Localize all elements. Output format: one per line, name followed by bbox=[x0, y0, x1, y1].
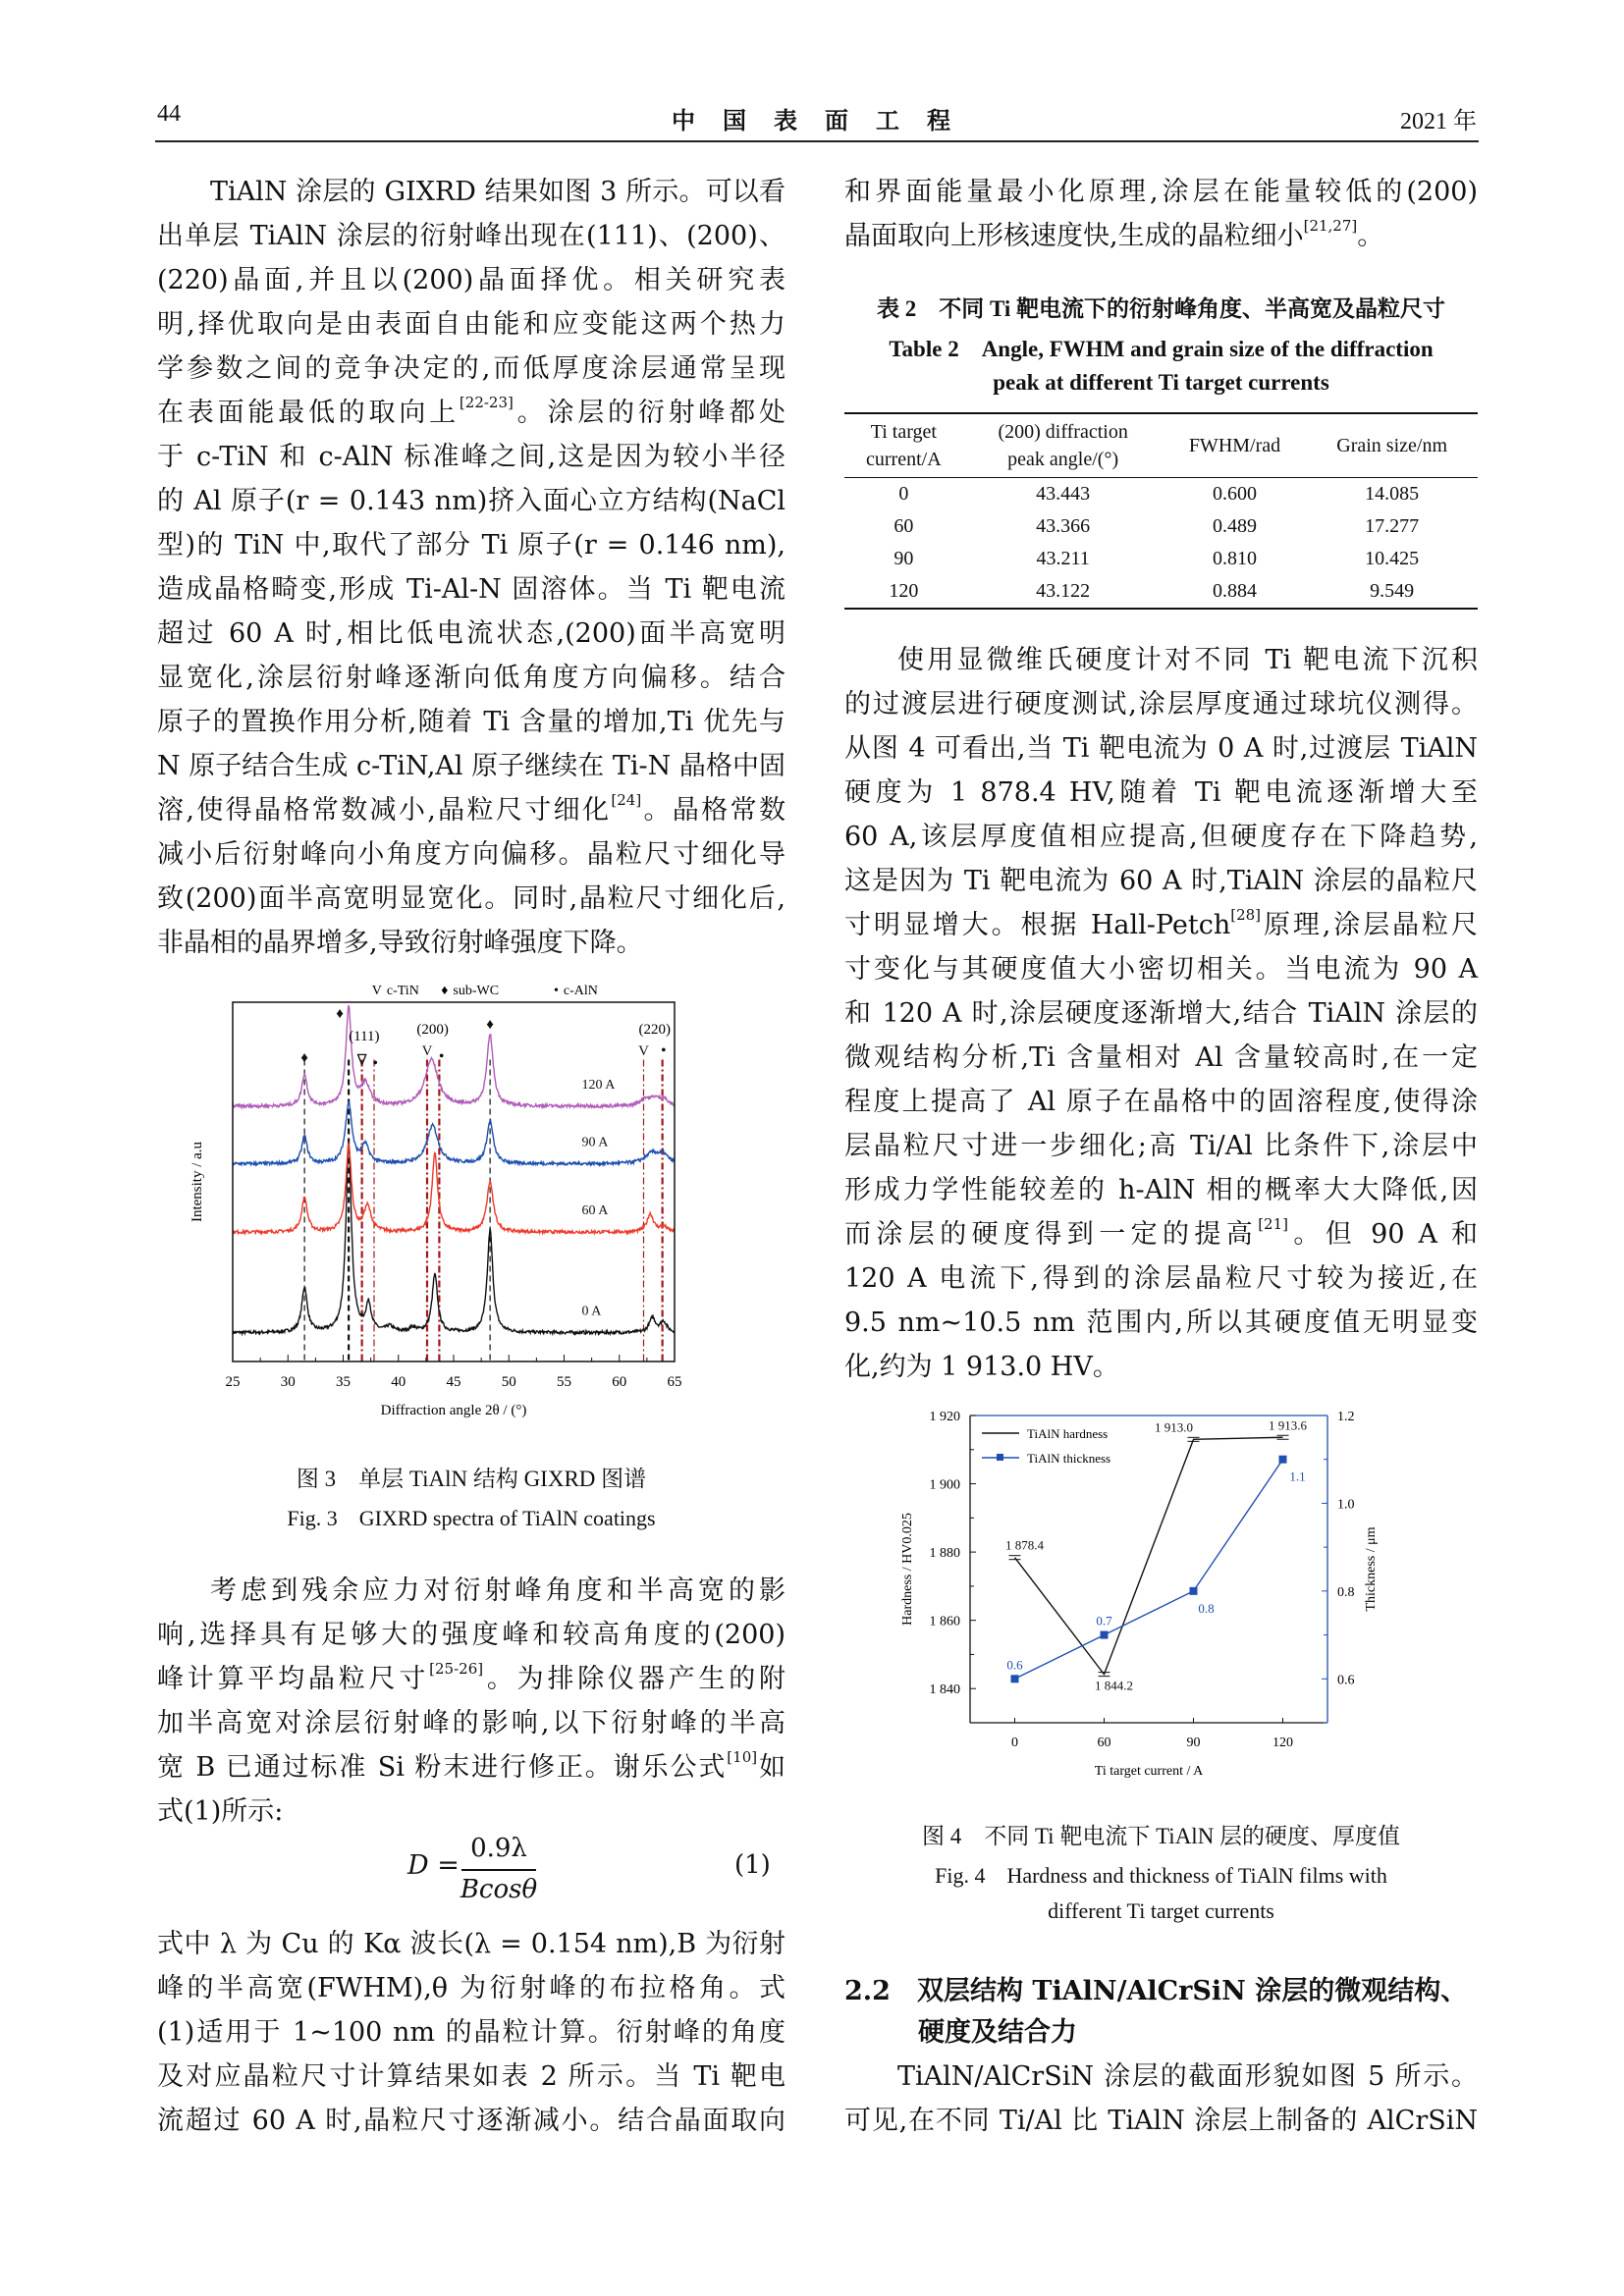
peak-marker-dot-icon: • bbox=[660, 1042, 667, 1060]
text-line bbox=[844, 1345, 1478, 1389]
series-label: 60 A bbox=[581, 1202, 609, 1218]
x-tick-label: 65 bbox=[667, 1374, 682, 1390]
formula-denominator: Bcosθ bbox=[460, 1875, 538, 1904]
text-segment: 的过渡层进行硬度测试,涂层厚度通过球坑仪测得。 bbox=[844, 689, 1478, 720]
table-cell: 14.085 bbox=[1365, 483, 1420, 505]
text-segment: 致(200)面半高宽明显宽化。同时,晶粒尺寸细化后, bbox=[157, 883, 785, 914]
table-header-cell bbox=[1306, 413, 1478, 478]
text-line bbox=[844, 2055, 1478, 2099]
y-axis-label: Intensity / a.u bbox=[189, 1141, 205, 1223]
plane-label: (220) bbox=[638, 1022, 671, 1039]
data-point-marker bbox=[1011, 1675, 1019, 1682]
table-row bbox=[844, 478, 1478, 511]
table-cell: 0 bbox=[898, 483, 909, 505]
table-cell: 43.443 bbox=[1036, 483, 1091, 505]
text-segment: 。为排除仪器产生的附 bbox=[483, 1664, 786, 1694]
table-header-cell bbox=[963, 413, 1164, 478]
text-line bbox=[844, 815, 1478, 859]
text-line bbox=[844, 214, 1478, 258]
x-tick-label: 60 bbox=[1097, 1735, 1111, 1750]
peak-marker-v-icon: V bbox=[421, 1043, 433, 1060]
year: 2021 年 bbox=[1400, 109, 1477, 134]
text-segment: 考虑到残余应力对衍射峰角度和半高宽的影 bbox=[210, 1575, 785, 1606]
series-line-0a bbox=[233, 1143, 675, 1334]
series-line-90a bbox=[233, 1101, 675, 1165]
text-line bbox=[844, 2099, 1478, 2143]
text-segment: 从图 4 可看出,当 Ti 靶电流为 0 A 时,过渡层 TiAlN bbox=[844, 733, 1478, 764]
text-segment: 形成力学性能较差的 h-AlN 相的概率大大降低,因 bbox=[844, 1175, 1478, 1205]
text-line bbox=[844, 638, 1478, 682]
text-segment: 寸明显增大。根据 Hall-Petch bbox=[844, 910, 1231, 940]
text-line bbox=[157, 1701, 785, 1745]
table-cell: 17.277 bbox=[1365, 515, 1420, 537]
peak-marker-diamond-icon: ♦ bbox=[486, 1016, 494, 1033]
formula-lhs: D = bbox=[407, 1850, 460, 1881]
table-cell: 90 bbox=[893, 548, 914, 569]
right-axis-label: Thickness / μm bbox=[1364, 1526, 1379, 1612]
table-cell: 0.600 bbox=[1212, 483, 1257, 505]
text-line bbox=[844, 771, 1478, 815]
text-segment: 峰的半高宽(FWHM),θ 为衍射峰的布拉格角。式 bbox=[157, 1973, 785, 2003]
legend-label: c-TiN bbox=[386, 984, 419, 998]
data-label: 1 913.6 bbox=[1269, 1417, 1307, 1433]
text-segment: 峰计算平均晶粒尺寸 bbox=[157, 1664, 430, 1694]
x-tick-label: 30 bbox=[280, 1374, 296, 1390]
series-label: 120 A bbox=[581, 1077, 616, 1093]
left-tick-label: 1 920 bbox=[929, 1410, 960, 1424]
table-title-en-1: Table 2 Angle, FWHM and grain size of the diffraction bbox=[889, 337, 1434, 361]
header-text: FWHM/rad bbox=[1188, 435, 1281, 456]
text-segment: 。 bbox=[1357, 221, 1384, 251]
text-line bbox=[157, 1922, 785, 1966]
table-header-cell bbox=[844, 413, 963, 478]
header-text: current/A bbox=[866, 449, 942, 470]
text-segment: 60 A,该层厚度值相应提高,但硬度存在下降趋势, bbox=[844, 822, 1478, 852]
text-segment: 而涂层的硬度得到一定的提高 bbox=[844, 1219, 1259, 1250]
text-line bbox=[157, 832, 785, 877]
x-tick-label: 40 bbox=[391, 1374, 406, 1390]
table-cell: 43.211 bbox=[1036, 548, 1090, 569]
table-header-cell bbox=[1164, 413, 1307, 478]
text-line bbox=[157, 2010, 785, 2055]
text-line bbox=[844, 170, 1478, 214]
text-segment: 式(1)所示: bbox=[157, 1796, 284, 1827]
peak-marker-v-icon: ∇ bbox=[356, 1052, 367, 1069]
text-segment: 这是因为 Ti 靶电流为 60 A 时,TiAlN 涂层的晶粒尺 bbox=[844, 866, 1478, 896]
left-tick-label: 1 840 bbox=[929, 1682, 960, 1698]
table-title-en-2: peak at different Ti target currents bbox=[993, 370, 1329, 395]
text-segment: 使用显微维氏硬度计对不同 Ti 靶电流下沉积 bbox=[897, 645, 1478, 675]
text-line bbox=[157, 435, 785, 479]
text-line bbox=[157, 567, 785, 612]
text-segment: 原理,涂层晶粒尺 bbox=[1261, 910, 1478, 940]
plot-frame bbox=[233, 1002, 675, 1362]
text-line bbox=[157, 170, 785, 214]
text-segment: (1)适用于 1~100 nm 的晶粒计算。衍射峰的角度 bbox=[157, 2017, 785, 2048]
text-segment: TiAlN 涂层的 GIXRD 结果如图 3 所示。可以看 bbox=[210, 177, 785, 207]
xrd-chart bbox=[177, 972, 766, 1433]
header-rule bbox=[155, 140, 1479, 142]
text-line bbox=[844, 726, 1478, 771]
x-axis-label: Ti target current / A bbox=[1094, 1764, 1204, 1779]
text-segment: N 原子结合生成 c-TiN,Al 原子继续在 Ti-N 晶格中固 bbox=[157, 751, 785, 781]
table-title-zh: 表 2 不同 Ti 靶电流下的衍射峰角度、半高宽及晶粒尺寸 bbox=[876, 296, 1446, 321]
text-segment: 和 120 A 时,涂层硬度逐渐增大,结合 TiAlN 涂层的 bbox=[844, 998, 1478, 1029]
plane-label: (200) bbox=[416, 1022, 449, 1039]
legend-symbol-icon: ♦ bbox=[441, 984, 449, 998]
right-tick-label: 0.6 bbox=[1337, 1673, 1355, 1688]
legend-label: sub-WC bbox=[453, 984, 500, 998]
x-tick-label: 35 bbox=[336, 1374, 351, 1390]
text-line bbox=[157, 921, 785, 965]
text-line bbox=[844, 903, 1478, 947]
right-paragraph-3 bbox=[844, 2055, 1478, 2143]
header-text: Grain size/nm bbox=[1336, 435, 1448, 456]
x-tick-label: 90 bbox=[1186, 1735, 1201, 1750]
equation-number: (1) bbox=[734, 1850, 771, 1880]
text-segment: 造成晶格畸变,形成 Ti-Al-N 固溶体。当 Ti 靶电流 bbox=[157, 574, 785, 605]
text-segment: 响,选择具有足够大的强度峰和较高角度的(200) bbox=[157, 1620, 785, 1650]
text-segment: 。晶格常数 bbox=[641, 795, 785, 826]
hardness-thickness-chart bbox=[864, 1399, 1473, 1801]
text-segment: 型)的 TiN 中,取代了部分 Ti 原子(r = 0.146 nm), bbox=[157, 530, 785, 561]
table-2 bbox=[844, 412, 1478, 610]
peak-marker-diamond-icon: ♦ bbox=[336, 1005, 344, 1022]
legend-symbol-icon: • bbox=[553, 984, 559, 998]
page-number: 44 bbox=[157, 101, 181, 127]
text-line bbox=[157, 700, 785, 744]
text-segment: 非晶相的晶界增多,导致衍射峰强度下降。 bbox=[157, 928, 643, 958]
text-line bbox=[157, 1745, 785, 1789]
text-segment: 9.5 nm~10.5 nm 范围内,所以其硬度值无明显变 bbox=[844, 1308, 1478, 1338]
text-line bbox=[844, 1168, 1478, 1212]
left-paragraph-2 bbox=[157, 1569, 785, 1834]
peak-marker-dot-icon: • bbox=[372, 1055, 378, 1073]
left-paragraph-3 bbox=[157, 1922, 785, 2143]
journal-title: 中 国 表 面 工 程 bbox=[672, 109, 952, 134]
text-line bbox=[157, 788, 785, 832]
table-cell: 0.884 bbox=[1212, 580, 1257, 602]
text-segment: 超过 60 A 时,相比低电流状态,(200)面半高宽明 bbox=[157, 618, 785, 649]
left-tick-label: 1 860 bbox=[929, 1614, 960, 1629]
text-segment: 程度上提高了 Al 原子在晶格中的固溶程度,使得涂 bbox=[844, 1087, 1478, 1117]
x-tick-label: 0 bbox=[1011, 1735, 1018, 1750]
text-segment: 原子的置换作用分析,随着 Ti 含量的增加,Ti 优先与 bbox=[157, 707, 785, 737]
text-line bbox=[844, 1301, 1478, 1345]
fig3-caption-en: Fig. 3 GIXRD spectra of TiAlN coatings bbox=[287, 1506, 656, 1530]
x-axis-label: Diffraction angle 2θ / (°) bbox=[380, 1403, 527, 1418]
text-line bbox=[844, 947, 1478, 991]
table-header-row bbox=[844, 413, 1478, 478]
text-line bbox=[844, 991, 1478, 1036]
text-line bbox=[157, 347, 785, 391]
text-segment: 可见,在不同 Ti/Al 比 TiAlN 涂层上制备的 AlCrSiN bbox=[844, 2106, 1478, 2136]
text-segment: 式中 λ 为 Cu 的 Kα 波长(λ = 0.154 nm),B 为衍射 bbox=[157, 1929, 785, 1959]
x-tick-label: 60 bbox=[612, 1374, 627, 1390]
text-segment: 出单层 TiAlN 涂层的衍射峰出现在(111)、(200)、 bbox=[157, 221, 785, 251]
text-line bbox=[844, 1080, 1478, 1124]
text-segment: 学参数之间的竞争决定的,而低厚度涂层通常呈现 bbox=[157, 353, 785, 384]
citation: [10] bbox=[727, 1748, 758, 1766]
right-tick-label: 1.0 bbox=[1337, 1497, 1355, 1513]
text-line bbox=[157, 391, 785, 435]
table-cell: 43.122 bbox=[1036, 580, 1091, 602]
text-segment: (220)晶面,并且以(200)晶面择优。相关研究表 bbox=[157, 265, 785, 295]
legend-label: TiAlN hardness bbox=[1027, 1426, 1109, 1441]
text-line bbox=[157, 1966, 785, 2010]
text-segment: 的 Al 原子(r = 0.143 nm)挤入面心立方结构(NaCl bbox=[157, 486, 785, 516]
text-line bbox=[844, 1212, 1478, 1256]
text-segment: 如 bbox=[757, 1752, 785, 1783]
left-tick-label: 1 880 bbox=[929, 1546, 960, 1562]
text-line bbox=[844, 1124, 1478, 1168]
left-axis-label: Hardness / HV0.025 bbox=[900, 1513, 915, 1626]
data-point-marker bbox=[1190, 1587, 1198, 1595]
table-cell: 0.489 bbox=[1212, 515, 1257, 537]
legend-label: c-AlN bbox=[563, 984, 598, 998]
text-segment: 。但 90 A 和 bbox=[1288, 1219, 1479, 1250]
section-heading-cont: 硬度及结合力 bbox=[918, 2017, 1077, 2048]
text-segment: 减小后衍射峰向小角度方向偏移。晶粒尺寸细化导 bbox=[157, 839, 785, 870]
plane-label: (111) bbox=[349, 1029, 380, 1045]
right-paragraph-2 bbox=[844, 638, 1478, 1389]
fig4-caption-en-1: Fig. 4 Hardness and thickness of TiAlN films with bbox=[935, 1863, 1387, 1888]
table-cell: 120 bbox=[889, 580, 919, 602]
text-segment: 于 c-TiN 和 c-AlN 标准峰之间,这是因为较小半径 bbox=[157, 442, 785, 472]
section-heading: 2.2 双层结构 TiAlN/AlCrSiN 涂层的微观结构、 bbox=[844, 1976, 1468, 2006]
x-tick-label: 120 bbox=[1272, 1735, 1293, 1750]
table-cell: 43.366 bbox=[1036, 515, 1091, 537]
header-text: peak angle/(°) bbox=[1007, 449, 1119, 470]
right-tick-label: 1.2 bbox=[1337, 1410, 1355, 1424]
text-line bbox=[157, 877, 785, 921]
fig3-caption-zh: 图 3 单层 TiAlN 结构 GIXRD 图谱 bbox=[296, 1467, 647, 1491]
text-segment: 晶面取向上形核速度快,生成的晶粒细小 bbox=[844, 221, 1304, 251]
text-line bbox=[157, 214, 785, 258]
series-line bbox=[1015, 1437, 1283, 1674]
text-segment: 寸变化与其硬度值大小密切相关。当电流为 90 A bbox=[844, 954, 1478, 985]
text-line bbox=[157, 258, 785, 302]
text-segment: 120 A 电流下,得到的涂层晶粒尺寸较为接近,在 bbox=[844, 1263, 1478, 1294]
legend-label: TiAlN thickness bbox=[1027, 1451, 1111, 1466]
right-tick-label: 0.8 bbox=[1337, 1584, 1355, 1600]
legend-symbol-icon: V bbox=[371, 984, 382, 998]
text-segment: 微观结构分析,Ti 含量相对 Al 含量较高时,在一定 bbox=[844, 1042, 1478, 1073]
text-line bbox=[844, 1036, 1478, 1080]
text-segment: TiAlN/AlCrSiN 涂层的截面形貌如图 5 所示。 bbox=[897, 2061, 1478, 2092]
text-line bbox=[844, 859, 1478, 903]
text-segment: 溶,使得晶格常数减小,晶粒尺寸细化 bbox=[157, 795, 612, 826]
text-line bbox=[157, 2055, 785, 2099]
text-segment: 宽 B 已通过标准 Si 粉末进行修正。谢乐公式 bbox=[157, 1752, 728, 1783]
formula-numerator: 0.9λ bbox=[470, 1834, 527, 1863]
text-line bbox=[157, 612, 785, 656]
data-label: 1.1 bbox=[1289, 1468, 1306, 1484]
left-paragraph-1 bbox=[157, 170, 785, 965]
text-segment: 化,约为 1 913.0 HV。 bbox=[844, 1352, 1119, 1382]
text-segment: 。涂层的衍射峰都处 bbox=[513, 398, 786, 428]
text-line bbox=[157, 1789, 785, 1834]
text-line bbox=[157, 656, 785, 700]
left-tick-label: 1 900 bbox=[929, 1477, 960, 1493]
citation: [24] bbox=[611, 791, 642, 809]
citation: [21] bbox=[1258, 1215, 1288, 1233]
text-line bbox=[157, 523, 785, 567]
series-line bbox=[1015, 1460, 1283, 1680]
text-segment: 层晶粒尺寸进一步细化;高 Ti/Al 比条件下,涂层中 bbox=[844, 1131, 1478, 1161]
text-line bbox=[157, 479, 785, 523]
peak-marker-v-icon: V bbox=[638, 1043, 649, 1060]
x-tick-label: 50 bbox=[501, 1374, 516, 1390]
peak-marker-diamond-icon: ♦ bbox=[300, 1049, 308, 1066]
text-line bbox=[157, 1657, 785, 1701]
header-text: (200) diffraction bbox=[998, 421, 1128, 443]
x-tick-label: 25 bbox=[225, 1374, 241, 1390]
text-segment: 在表面能最低的取向上 bbox=[157, 398, 460, 428]
table-row bbox=[844, 575, 1478, 609]
x-tick-label: 55 bbox=[557, 1374, 571, 1390]
text-line bbox=[157, 2099, 785, 2143]
x-tick-label: 45 bbox=[446, 1374, 461, 1390]
table-row bbox=[844, 543, 1478, 575]
data-label: 1 844.2 bbox=[1095, 1678, 1133, 1693]
series-label: 90 A bbox=[581, 1135, 609, 1150]
text-segment: 和界面能量最小化原理,涂层在能量较低的(200) bbox=[844, 177, 1478, 207]
legend-marker bbox=[997, 1454, 1003, 1461]
text-line bbox=[157, 302, 785, 347]
text-segment: 明,择优取向是由表面自由能和应变能这两个热力 bbox=[157, 309, 785, 340]
data-label: 0.6 bbox=[1006, 1657, 1023, 1673]
fig4-caption-en-2: different Ti target currents bbox=[1048, 1898, 1274, 1923]
citation: [28] bbox=[1230, 906, 1262, 924]
citation: [25-26] bbox=[429, 1660, 484, 1678]
text-segment: 显宽化,涂层衍射峰逐渐向低角度方向偏移。结合 bbox=[157, 663, 785, 693]
citation: [22-23] bbox=[459, 394, 514, 411]
data-label: 0.7 bbox=[1096, 1613, 1112, 1629]
data-point-marker bbox=[1279, 1456, 1287, 1464]
text-segment: 流超过 60 A 时,晶粒尺寸逐渐减小。结合晶面取向 bbox=[157, 2106, 785, 2136]
table-cell: 10.425 bbox=[1365, 548, 1420, 569]
table-cell: 60 bbox=[893, 515, 914, 537]
series-label: 0 A bbox=[581, 1304, 602, 1319]
fraction-bar bbox=[461, 1869, 536, 1871]
text-line bbox=[157, 1613, 785, 1657]
table-cell: 0.810 bbox=[1212, 548, 1257, 569]
table-cell: 9.549 bbox=[1370, 580, 1415, 602]
table-row bbox=[844, 510, 1478, 543]
text-segment: 及对应晶粒尺寸计算结果如表 2 所示。当 Ti 靶电 bbox=[157, 2061, 785, 2092]
data-label: 1 878.4 bbox=[1005, 1537, 1044, 1553]
text-line bbox=[844, 1256, 1478, 1301]
text-segment: 硬度为 1 878.4 HV,随着 Ti 靶电流逐渐增大至 bbox=[844, 777, 1478, 808]
data-label: 1 913.0 bbox=[1155, 1419, 1193, 1435]
text-line bbox=[157, 1569, 785, 1613]
fig4-caption-zh: 图 4 不同 Ti 靶电流下 TiAlN 层的硬度、厚度值 bbox=[921, 1824, 1401, 1848]
data-point-marker bbox=[1101, 1631, 1109, 1639]
text-line bbox=[157, 744, 785, 788]
right-paragraph-1 bbox=[844, 170, 1478, 258]
data-label: 0.8 bbox=[1198, 1600, 1215, 1616]
text-line bbox=[844, 682, 1478, 726]
citation: [21,27] bbox=[1303, 217, 1358, 235]
header-text: Ti target bbox=[870, 421, 937, 443]
peak-marker-dot-icon: • bbox=[438, 1047, 445, 1065]
text-segment: 加半高宽对涂层衍射峰的影响,以下衍射峰的半高 bbox=[157, 1708, 785, 1738]
